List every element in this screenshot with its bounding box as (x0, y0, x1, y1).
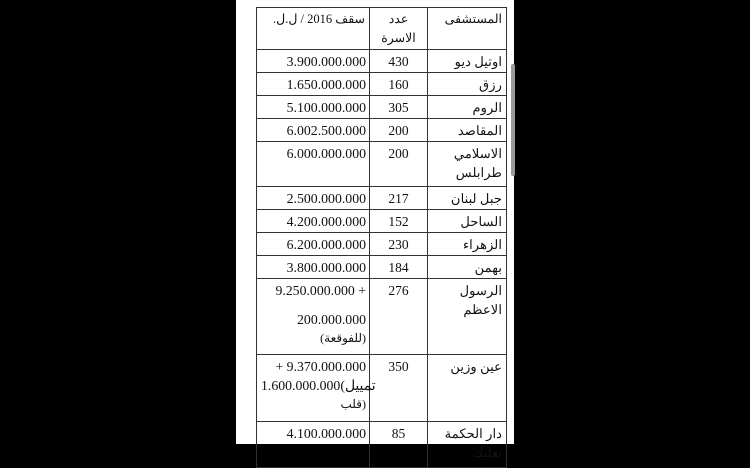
hospital-name-suffix: بعلبك (472, 445, 502, 460)
families-count: 184 (370, 256, 428, 279)
ceiling-value (257, 279, 370, 355)
hospital-name: الزهراء (428, 233, 507, 256)
table-row (257, 256, 507, 279)
hospital-name: الروم (428, 96, 507, 119)
hospital-name-main: دار الحكمة (444, 426, 502, 441)
scrollbar-thumb[interactable] (511, 64, 515, 176)
ceiling-extra: 1.600.000.000(تمييل (261, 378, 376, 393)
ceiling-value: 3.800.000.000 (257, 256, 370, 279)
ceiling-value: 3.900.000.000 (257, 50, 370, 73)
ceiling-value: 4.100.000.000 (257, 422, 370, 468)
families-count: 305 (370, 96, 428, 119)
hospital-name-main: الاسلامي (453, 146, 502, 161)
ceiling-value: 5.100.000.000 (257, 96, 370, 119)
families-count: 217 (370, 187, 428, 210)
header-hospital: المستشفى (428, 8, 507, 50)
document-page (236, 0, 514, 460)
families-count: 85 (370, 422, 428, 468)
hospital-name: رزق (428, 73, 507, 96)
families-count: 160 (370, 73, 428, 96)
ceiling-value: 6.000.000.000 (257, 142, 370, 187)
families-count: 200 (370, 119, 428, 142)
header-row (257, 8, 507, 50)
table-row (257, 422, 507, 468)
ceiling-note: قلب) (340, 397, 366, 411)
header-families: عدد الاسرة (370, 8, 428, 50)
families-count (370, 142, 428, 187)
table-row (257, 355, 507, 422)
hospital-name (428, 422, 507, 468)
ceiling-value: 4.200.000.000 (257, 210, 370, 233)
hospital-name: جبل لبنان (428, 187, 507, 210)
hospital-name: الرسول الاعظم (428, 279, 507, 355)
ceiling-extra: 200.000.000 (297, 312, 366, 327)
families-count: 430 (370, 50, 428, 73)
ceiling-main: + 9.370.000.000 (275, 359, 366, 374)
hospital-name: المقاصد (428, 119, 507, 142)
hospital-name: عين وزين (428, 355, 507, 422)
families-count: 152 (370, 210, 428, 233)
table-row (257, 73, 507, 96)
ceiling-value: 6.200.000.000 (257, 233, 370, 256)
ceiling-value (257, 355, 376, 422)
table-row (257, 233, 507, 256)
table-row (257, 119, 507, 142)
table-row (257, 210, 507, 233)
table-row (257, 187, 507, 210)
ceiling-value: 2.500.000.000 (257, 187, 370, 210)
ceiling-value: 1.650.000.000 (257, 73, 370, 96)
families-count: 276 (370, 279, 428, 355)
hospital-name: بهمن (428, 256, 507, 279)
table-row (257, 96, 507, 119)
table-row (257, 50, 507, 73)
header-ceiling: سقف 2016 / ل.ل. (257, 8, 370, 50)
table-row (257, 279, 507, 355)
hospital-name: اوتيل ديو (428, 50, 507, 73)
table-row (257, 142, 507, 187)
hospital-name (428, 142, 507, 187)
families-value: 200 (388, 146, 409, 161)
ceiling-note: (للفوقعة) (320, 331, 366, 345)
hospital-ceilings-table (256, 7, 507, 468)
ceiling-main: 9.250.000.000 + (275, 283, 366, 298)
families-count: 230 (370, 233, 428, 256)
hospital-name-suffix: طرابلس (455, 165, 502, 180)
hospital-name: الساحل (428, 210, 507, 233)
families-count: 350 (370, 355, 428, 422)
ceiling-value: 6.002.500.000 (257, 119, 370, 142)
